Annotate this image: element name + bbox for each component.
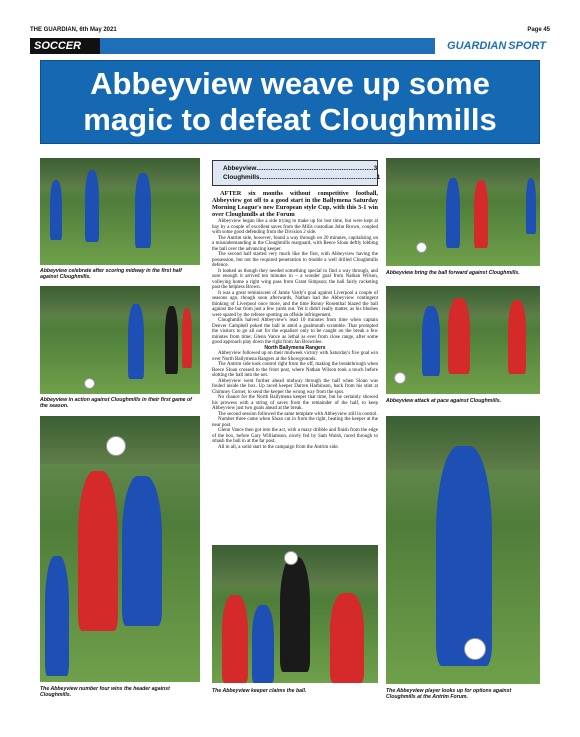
caption-photo3: The Abbeyview number four wins the header against Cloughmills.	[40, 686, 170, 699]
article-paragraph: Abbeyview followed up on their midweek victory with Saturday's five goal win over North Ballymena Rangers at the Showgrounds.	[212, 351, 378, 362]
photo-keeper	[212, 545, 378, 683]
photo-looks-up	[386, 416, 540, 684]
section-label: SOCCER	[30, 38, 100, 54]
article-body	[212, 190, 378, 535]
publication-date: THE GUARDIAN, 6th May 2021	[30, 27, 117, 33]
article-lead: AFTER six months without competitive football, Abbeyview got off to a good start in the Ballymena Saturday Morning League's new European style Cup, with this 3-1 win over Cloughmills at the Forum	[212, 190, 378, 218]
photo-attack	[386, 286, 540, 394]
article-paragraph: The Antrim side took control right from the off, making the breakthrough when Reece Sloan crossed to the front post, where Nathan Wilson took a touch before slotting the ball into the net.	[212, 362, 378, 378]
home-score: 3	[373, 165, 378, 172]
article-paragraph: Number three came when Sloan cut in from the right, beating the keeper at the near post.	[212, 417, 378, 428]
photo-celebration	[40, 158, 200, 265]
article-paragraph: Cloughmills halved Abbeyview's lead 10 minutes from time when captain Denver Campbell poked the ball in amid a goalmouth scramble. That prompted the visitors to go all out for the equaliser only to be caught on the break a few minutes from time; Glenn Vance as lethal as ever from close range, after some good approach play down the right from Jan Brownlee.	[212, 318, 378, 345]
article-paragraph: No chance for the North Ballymena keeper that time, but he certainly showed his prowess with a string of saves from the remainder of the half, to keep Abbeyview just two goals ahead at the break.	[212, 395, 378, 411]
caption-photo7: The Abbeyview player looks up for options against Cloughmills at the Antrim Forum.	[386, 688, 512, 701]
photo-bring-forward	[386, 158, 540, 266]
article-paragraph: The second session followed the same template with Abbeyview still in control.	[218, 411, 378, 417]
caption-photo6: Abbeyview attack at pace against Cloughmills.	[386, 398, 502, 404]
article-paragraph: The Antrim side, however, found a way through on 20 minutes, capitalising on a misunderstanding in the Cloughmills rearguard, with Reece Sloan deftly lobbing the ball over the advancing keeper.	[212, 235, 378, 252]
article-paragraph: It looked as though they needed something special to find a way through, and sure enough it arrived ten minutes in – a wonder goal from Nathan Wilson, volleying home a right wing pass from Grant Simpson; the ball fairly rocketing past the helpless Brown.	[212, 268, 378, 290]
away-team: Cloughmills	[223, 174, 260, 181]
away-score: 1	[376, 174, 381, 181]
caption-photo4: The Abbeyview keeper claims the ball.	[212, 688, 307, 694]
caption-photo1: Abbeyview celebrate after scoring midway in the first half against Cloughmills.	[40, 268, 182, 281]
brand-logo-part-b: SPORT	[508, 40, 546, 52]
caption-photo2: Abbeyview in action against Cloughmills in their first game of the season.	[40, 397, 192, 410]
article-paragraph: Abbeyview began like a side trying to make up for lost time, but were kept at bay by a couple of excellent saves from the Mills custodian John Brown, coupled with some good defending from the Division 2 side.	[212, 219, 378, 235]
article-paragraph: All in all, a solid start to the campaign from the Antrim side.	[218, 444, 339, 450]
caption-photo5: Abbeyview bring the ball forward against Cloughmills.	[386, 270, 520, 276]
article-paragraph: Abbeyview went further ahead midway through the half when Sloan was fouled inside the box. Up raced keeper Darren Harbinson, back from his stint at Chimney Corner, to send the keeper the wrong way from the spot.	[212, 378, 378, 395]
article-paragraph: The second half started very much like the first, with Abbeyview having the possession, but not the required penetration to trouble a well drilled Cloughmills defence.	[212, 252, 378, 268]
article-paragraph: Glenn Vance then got into the act, with a mazy dribble and finish from the edge of the box, before Gary Williamson, nicely fed by Sam Walsh, raced through to smash the ball in at the far post.	[212, 428, 378, 444]
article-subheading: North Ballymena Rangers	[264, 344, 326, 351]
page-number: Page 45	[527, 27, 550, 33]
article-paragraph: It was a great reminiscent of Jamie Vardy's goal against Liverpool a couple of seasons ago, though soon afterwards, Nathan had the Abbeyview contingent thinking of Liverpool once more, and the time Ronny Rosenthal blazed the ball against the bar from just a few yards out. Yet it didn't really matter, as his blushes were spared by the referee spotting an offside infringement.	[212, 290, 378, 318]
home-team: Abbeyview	[223, 165, 257, 172]
photo-action	[40, 286, 200, 394]
brand-logo	[435, 38, 550, 54]
brand-logo-part-a: GUARDIAN	[447, 40, 507, 52]
headline: Abbeyview weave up some magic to defeat Cloughmills	[40, 60, 540, 144]
photo-header	[40, 416, 200, 682]
scoreboard: Abbeyview .................................................................. 3 Cloughmills .................................................................. 1	[212, 160, 378, 186]
